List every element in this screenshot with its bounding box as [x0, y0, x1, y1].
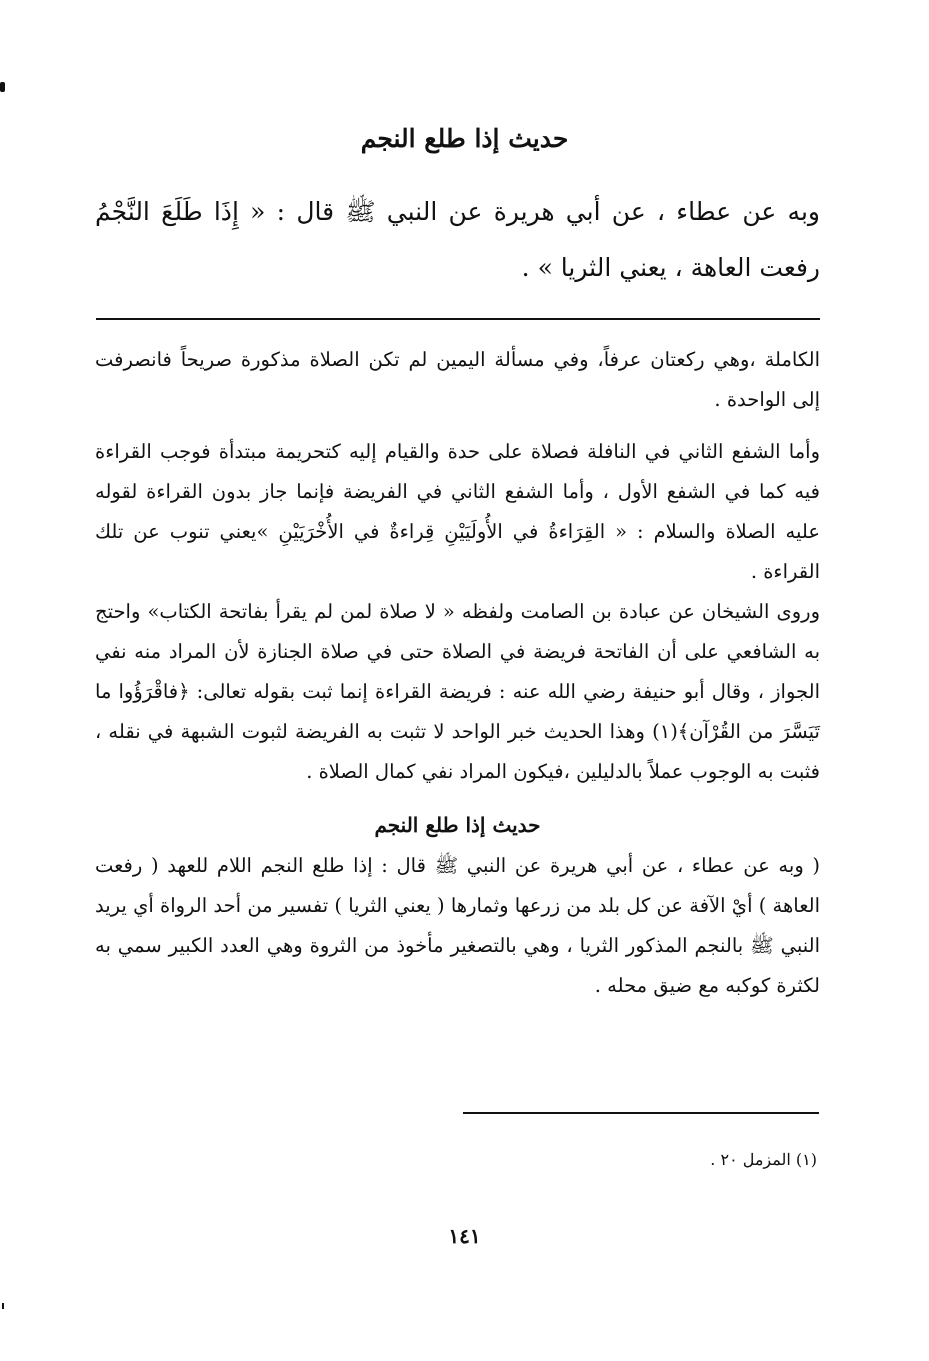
section-divider [96, 318, 820, 320]
commentary-section [95, 340, 820, 1006]
page-title: حديث إذا طلع النجم [360, 124, 569, 153]
commentary-paragraph: وأما الشفع الثاني في النافلة فصلاة على حدة والقيام إليه كتحريمة مبتدأة فوجب القراءة فيه كما في الشفع الأول ، وأما الشفع الثاني في الفريضة فإنما جاز بدون القراءة لقوله عليه الصلاة والسلام : « القِرَاءةُ في الأُولَيَيْنِ قِراءةٌ في الأُخْرَيَيْنِ »يعني تنوب عن تلك القراءة . [95, 440, 820, 583]
commentary-paragraph: الكاملة ،وهي ركعتان عرفاً، وفي مسألة اليمين لم تكن الصلاة مذكورة صريحاً فانصرفت إلى الواحدة . [95, 348, 820, 411]
scan-artifact [0, 82, 5, 92]
page-number: ١٤١ [448, 1224, 481, 1248]
commentary-paragraph: ( وبه عن عطاء ، عن أبي هريرة عن النبي ﷺ قال : إذا طلع النجم اللام للعهد ( رفعت العاهة ) أيْ الآفة عن كل بلد من زرعها وثمارها ( يعني الثريا ) تفسير من أحد الرواة أي يريد النبي ﷺ بالنجم المذكور الثريا ، وهي بالتصغير مأخوذ من الثروة وهي العدد الكبير سمي به لكثرة كوكبه مع ضيق محله . [95, 854, 820, 997]
footnote-divider [463, 1112, 819, 1114]
hadith-text: وبه عن عطاء ، عن أبي هريرة عن النبي ﷺ قال : « إِذَا طَلَعَ النَّجْمُ رفعت العاهة ، يعني الثريا » . [95, 197, 820, 282]
commentary-paragraph: وروى الشيخان عن عبادة بن الصامت ولفظه « لا صلاة لمن لم يقرأ بفاتحة الكتاب» واحتج به الشافعي على أن الفاتحة فريضة في الصلاة حتى في صلاة الجنازة لأن المراد منه نفي الجواز ، وقال أبو حنيفة رضي الله عنه : فريضة القراءة إنما ثبت بقوله تعالى: ﴿فاقْرَؤُوا ما تَيَسَّرَ من القُرْآن﴾(١) وهذا الحديث خبر الواحد لا تثبت به الفريضة لثبوت الشبهة في نقله ، فثبت به الوجوب عملاً بالدليلين ،فيكون المراد نفي كمال الصلاة . [95, 600, 820, 783]
commentary-subheading: حديث إذا طلع النجم [374, 813, 541, 837]
footnote: (١) المزمل ٢٠ . [710, 1150, 817, 1169]
scan-artifact [2, 1303, 4, 1309]
